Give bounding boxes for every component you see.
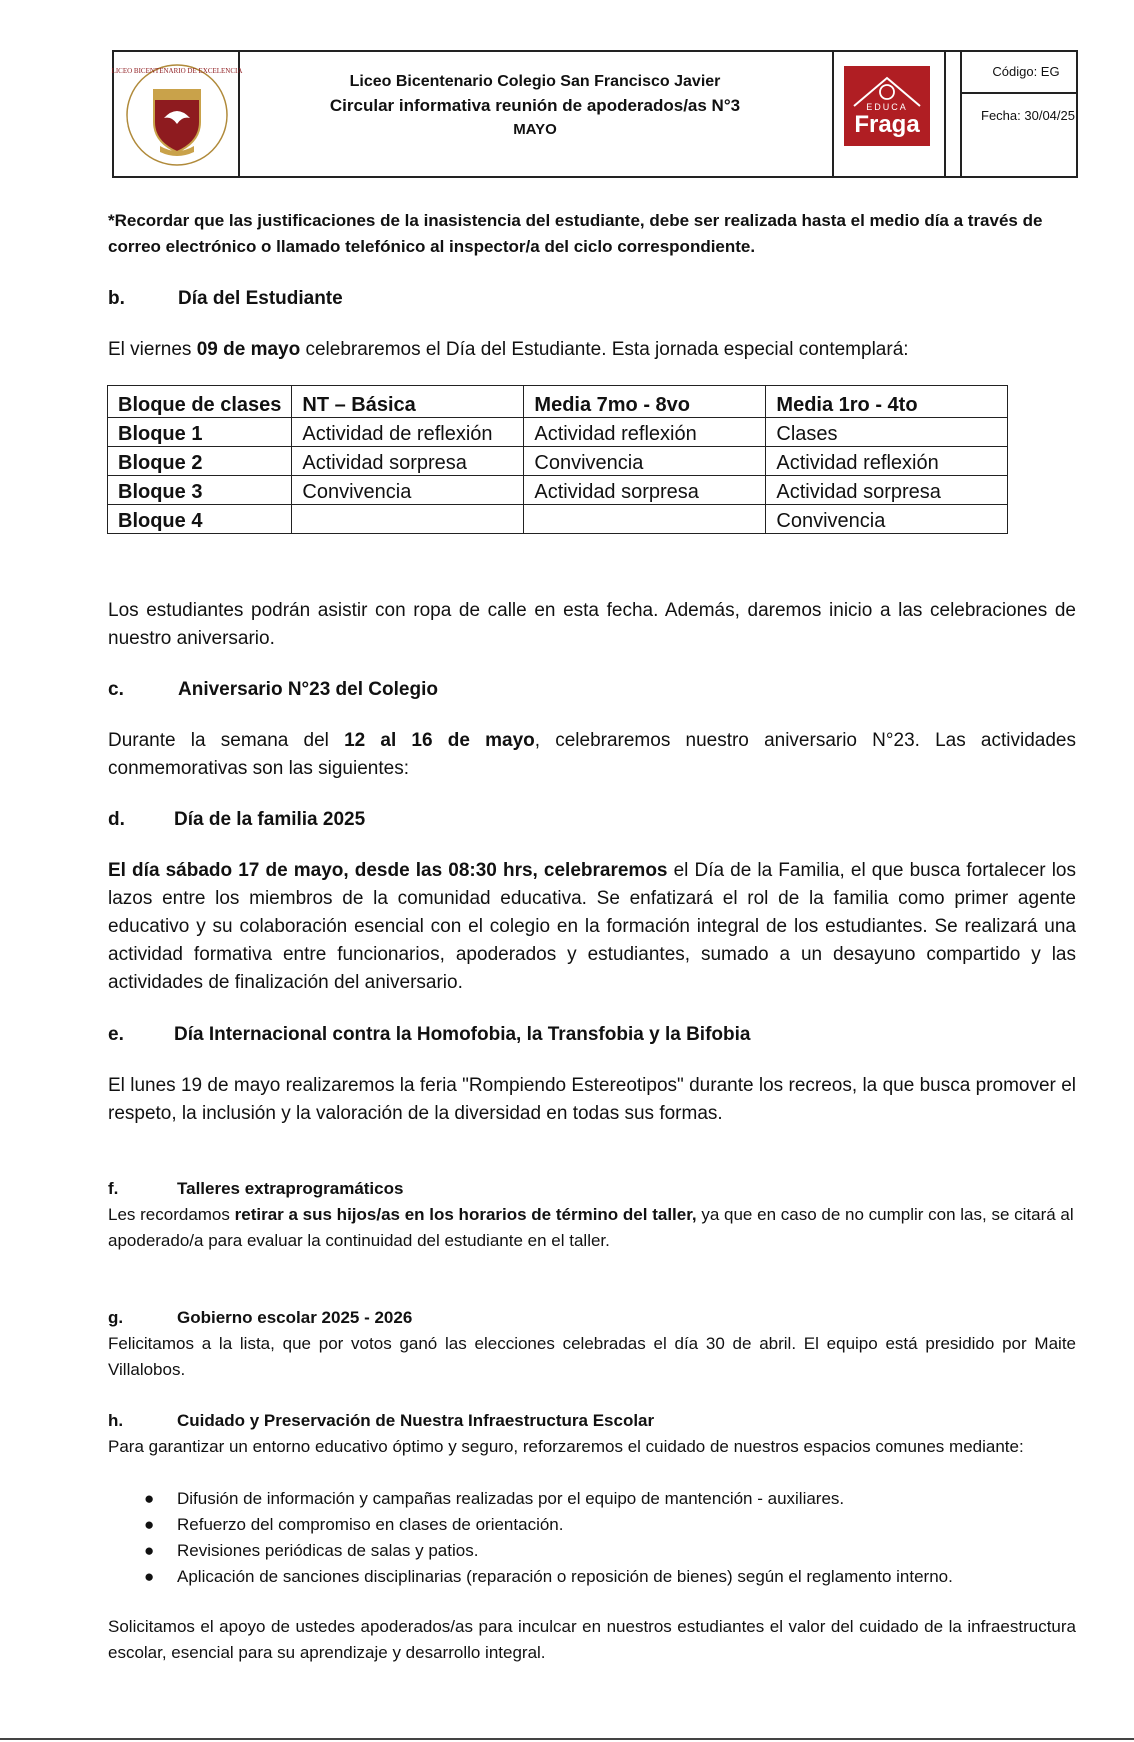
section-d-text: El día sábado 17 de mayo, desde las 08:30 hrs, celebraremos el Día de la Familia, el que busca fortalecer los lazos entre los miembros de la comunidad educativa. Se enfatizará el rol de la familia como primer agente educativo y su colaboración esencial con el colegio en la formación integral de los estudiantes. Se realizará una actividad formativa entre funcionarios, apoderados y estudiantes, sumado a un desayuno compartido y las actividades de finalización del aniversario.: [108, 860, 1076, 993]
table-cell: Actividad sorpresa: [292, 447, 524, 476]
section-b-after: Los estudiantes podrán asistir con ropa de calle en esta fecha. Además, daremos inicio a las celebraciones de nuestro aniversario.: [108, 600, 1076, 649]
fraga-text: Fraga: [854, 111, 920, 138]
document-code: Código: EG: [992, 64, 1060, 79]
infrastructure-bullet-list: [108, 1486, 953, 1590]
section-d-heading: [108, 806, 365, 834]
section-title: Gobierno escolar 2025 - 2026: [177, 1308, 413, 1327]
section-h-heading: [108, 1408, 654, 1434]
document-header: [112, 50, 1078, 178]
educa-fraga-logo: [844, 66, 930, 146]
table-cell: Bloque 1: [108, 418, 292, 447]
bullet-icon: ●: [144, 1567, 155, 1586]
table-cell: [292, 505, 524, 534]
section-f-text: Les recordamos retirar a sus hijos/as en los horarios de término del taller, ya que en caso de no cumplir con las, se citará al apoderado/a para evaluar la continuidad del estudiante en el taller.: [108, 1205, 1074, 1250]
justification-note: *Recordar que las justificaciones de la inasistencia del estudiante, debe ser realizada hasta el medio día a través de correo electrónico o llamado telefónico al inspector/a del ciclo correspondiente.: [108, 211, 1043, 256]
section-g-heading: [108, 1305, 412, 1331]
table-cell: Convivencia: [524, 447, 766, 476]
section-letter: b.: [108, 288, 125, 309]
page-bottom-rule: [0, 1738, 1134, 1740]
document-date: Fecha: 30/04/25: [981, 108, 1075, 123]
section-letter: f.: [108, 1179, 119, 1198]
section-letter: g.: [108, 1308, 124, 1327]
table-cell: Bloque 4: [108, 505, 292, 534]
circular-month: MAYO: [513, 121, 557, 138]
table-cell: Clases: [766, 418, 1008, 447]
section-g-text: Felicitamos a la lista, que por votos ganó las elecciones celebradas el día 30 de abril. El equipo está presidido por Maite Villalobos.: [108, 1334, 1076, 1379]
table-cell: Bloque 3: [108, 476, 292, 505]
table-cell: [524, 505, 766, 534]
section-b-intro: El viernes 09 de mayo celebraremos el Día del Estudiante. Esta jornada especial contemplará:: [108, 339, 909, 360]
table-row: [108, 447, 1008, 476]
header-titles: [242, 70, 828, 142]
educa-text: EDUCA: [866, 102, 908, 112]
table-cell: Actividad de reflexión: [292, 418, 524, 447]
section-title: Cuidado y Preservación de Nuestra Infraestructura Escolar: [177, 1411, 655, 1430]
section-title: Talleres extraprogramáticos: [177, 1179, 404, 1198]
table-cell: Convivencia: [766, 505, 1008, 534]
table-cell: Actividad reflexión: [766, 447, 1008, 476]
list-item: ● Aplicación de sanciones disciplinarias (reparación o reposición de bienes) según el reglamento interno.: [108, 1564, 953, 1590]
bullet-icon: ●: [144, 1515, 155, 1534]
section-h-text: Para garantizar un entorno educativo óptimo y seguro, reforzaremos el cuidado de nuestros espacios comunes mediante:: [108, 1437, 1024, 1456]
list-item: ● Difusión de información y campañas realizadas por el equipo de mantención - auxiliares.: [108, 1486, 953, 1512]
table-cell: Actividad sorpresa: [524, 476, 766, 505]
bullet-icon: ●: [144, 1541, 155, 1560]
section-e-text: El lunes 19 de mayo realizaremos la feria "Rompiendo Estereotipos" durante los recreos, la que busca promover el respeto, la inclusión y la valoración de la diversidad en todas sus formas.: [108, 1075, 1076, 1124]
table-header-cell: Media 1ro - 4to: [766, 386, 1008, 418]
table-row: [108, 476, 1008, 505]
table-cell: Bloque 2: [108, 447, 292, 476]
closing-paragraph: Solicitamos el apoyo de ustedes apoderados/as para inculcar en nuestros estudiantes el valor del cuidado de la infraestructura escolar, esencial para su aprendizaje y desarrollo integral.: [108, 1617, 1076, 1662]
table-cell: Actividad sorpresa: [766, 476, 1008, 505]
section-letter: c.: [108, 679, 124, 700]
school-crest-logo: [111, 60, 243, 170]
table-header-cell: Media 7mo - 8vo: [524, 386, 766, 418]
bullet-icon: ●: [144, 1489, 155, 1508]
section-f-heading: [108, 1176, 403, 1202]
circular-title: Circular informativa reunión de apoderados/as N°3: [329, 96, 741, 115]
table-cell: Actividad reflexión: [524, 418, 766, 447]
section-e-heading: [108, 1021, 750, 1049]
table-cell: Convivencia: [292, 476, 524, 505]
list-item: ● Revisiones periódicas de salas y patios.: [108, 1538, 953, 1564]
section-title: Día del Estudiante: [178, 288, 343, 309]
table-row: [108, 505, 1008, 534]
school-name: Liceo Bicentenario Colegio San Francisco Javier: [349, 73, 721, 90]
section-letter: h.: [108, 1411, 124, 1430]
section-letter: d.: [108, 809, 125, 830]
section-c-text: Durante la semana del 12 al 16 de mayo, celebraremos nuestro aniversario N°23. Las actividades conmemorativas son las siguientes:: [108, 730, 1076, 779]
section-letter: e.: [108, 1024, 124, 1045]
section-b-heading: [108, 285, 343, 313]
section-c-heading: [108, 676, 438, 704]
list-item: ● Refuerzo del compromiso en clases de orientación.: [108, 1512, 953, 1538]
section-title: Día Internacional contra la Homofobia, la Transfobia y la Bifobia: [174, 1024, 751, 1045]
table-header-cell: NT – Básica: [292, 386, 524, 418]
table-row: [108, 418, 1008, 447]
section-title: Aniversario N°23 del Colegio: [178, 679, 438, 700]
student-day-schedule-table: [107, 385, 1008, 534]
table-header-row: [108, 386, 1008, 418]
section-title: Día de la familia 2025: [174, 809, 366, 830]
crest-text: LICEO BICENTENARIO DE EXCELENCIA: [111, 67, 243, 75]
table-header-cell: Bloque de clases: [108, 386, 292, 418]
